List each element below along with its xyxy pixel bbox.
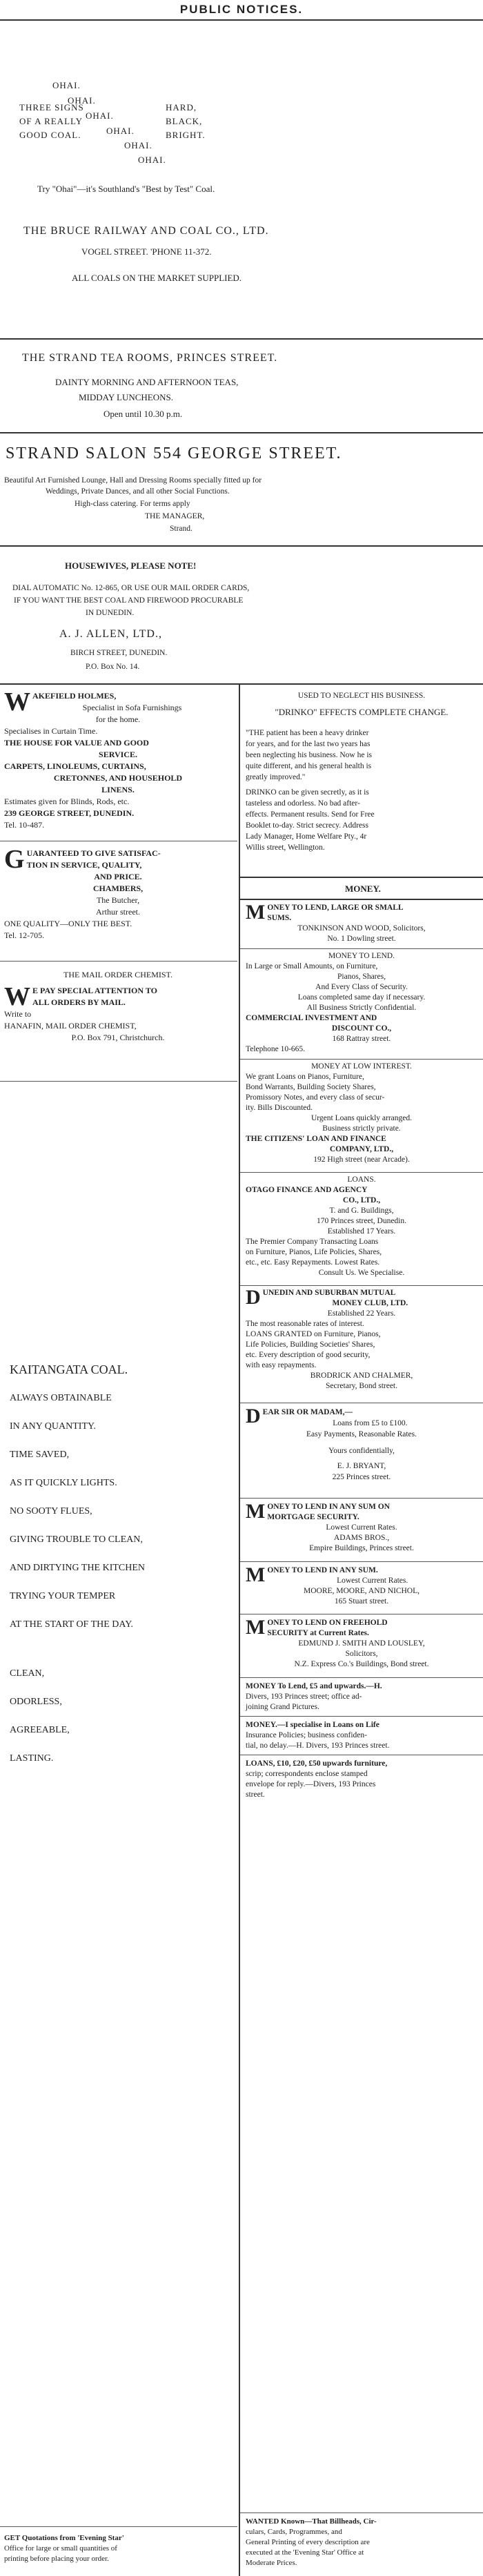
ad-line: tasteless and odorless. No bad after- [246,799,360,808]
ad-line: Booklet to-day. Strict secrecy. Address [246,821,368,830]
drop-cap: G [4,845,25,874]
strand-salon-line: High-class catering. For terms apply [75,500,190,508]
ad-line: LINENS. [101,785,135,794]
ad-line: COMMERCIAL INVESTMENT AND [246,1014,377,1022]
ad-line: Lowest Current Rates. [326,1523,397,1532]
housewives-line: IF YOU WANT THE BEST COAL AND FIREWOOD PROCURABLE [14,596,244,605]
kaitangata-advert [10,1356,230,1773]
ad-line: THE CITIZENS' LOAN AND FINANCE [246,1135,386,1143]
divider [240,1677,483,1678]
ad-line: Tel. 12-705. [4,930,45,940]
dunedin-suburban-advert [246,1288,477,1392]
ad-line: EDMUND J. SMITH AND LOUSLEY, [298,1639,425,1648]
ad-line: Solicitors, [345,1650,378,1658]
drop-cap: M [246,1616,266,1639]
divider [0,961,237,962]
tonkinson-advert [246,903,477,944]
ad-line: The Butcher, [96,895,140,905]
divider [0,432,483,433]
ad-line: joining Grand Pictures. [246,1703,319,1711]
ad-line: Yours confidentially, [328,1447,395,1455]
ad-line: ADAMS BROS., [333,1534,390,1542]
divers-advert [246,1681,477,1713]
drop-cap: D [246,1405,261,1427]
ad-line: Bond Warrants, Building Society Shares, [246,1083,376,1091]
ad-line: COMPANY, LTD., [329,1145,394,1153]
strand-tea-hours: Open until 10.30 p.m. [103,409,183,419]
ad-line: Moderate Prices. [246,2559,297,2567]
ad-line: Arthur street. [96,907,140,917]
strand-salon-signature: THE MANAGER, [145,512,205,520]
divers-advert [246,1759,477,1800]
ohai-right-line: HARD, [166,102,197,113]
ad-line: printing before placing your order. [4,2555,109,2563]
divider [240,948,483,949]
ohai-word: OHAI. [86,110,114,121]
mail-order-chemist-advert [4,969,232,1044]
ad-line: envelope for reply.—Divers, 193 Princes [246,1780,376,1788]
drop-cap: M [246,1500,266,1523]
ad-line: quite different, and his general health is [246,762,372,770]
ad-line: LASTING. [10,1753,54,1764]
money-heading: MONEY. [345,884,381,894]
ad-line: OTAGO FINANCE AND AGENCY [246,1186,368,1194]
ad-line: Specialist in Sofa Furnishings [82,703,182,712]
ad-line: Tel. 10-487. [4,820,45,830]
allen-street: BIRCH STREET, DUNEDIN. [70,649,168,657]
ohai-left-line: THREE SIGNS [19,102,84,113]
allen-box: P.O. Box No. 14. [86,663,140,671]
adams-advert [246,1502,477,1554]
ad-line: THE HOUSE FOR VALUE AND GOOD [4,738,149,748]
ad-line: etc., etc. Easy Repayments. Lowest Rates. [246,1258,380,1267]
chambers-advert [4,845,232,941]
ohai-right-line: BLACK, [166,116,203,126]
wakefield-advert [4,687,232,831]
ad-line: TRYING YOUR TEMPER [10,1591,116,1601]
bruce-coals: ALL COALS ON THE MARKET SUPPLIED. [72,273,242,283]
allen-firm-name: A. J. ALLEN, LTD., [59,628,162,640]
ad-line: Loans completed same day if necessary. [297,993,426,1002]
divider [240,1561,483,1562]
ad-line: TIME SAVED, [10,1450,70,1460]
ad-line: NO SOOTY FLUES, [10,1506,92,1516]
divider [240,1172,483,1173]
ad-line: greatly improved." [246,773,306,781]
commercial-investment-advert [246,951,477,1055]
section-header [0,0,483,21]
strand-tea-line: DAINTY MORNING AND AFTERNOON TEAS, [55,377,239,387]
drop-cap: M [246,901,266,924]
ad-line: In Large or Small Amounts, on Furniture, [246,962,378,970]
ad-line: CLEAN, [10,1668,45,1679]
ad-line: SERVICE. [99,750,137,759]
ad-line: 239 GEORGE STREET, DUNEDIN. [4,808,135,818]
ad-line: GET Quotations from 'Evening Star' [4,2534,124,2542]
ad-line: scrip; correspondents enclose stamped [246,1770,368,1778]
ad-line: AGREEABLE, [10,1725,70,1735]
ad-line: been neglecting his business. Now he is [246,751,373,759]
ad-line: TION IN SERVICE, QUALITY, [26,860,142,870]
divider [0,545,483,547]
ad-line: Easy Payments, Reasonable Rates. [306,1430,417,1438]
divers-advert [246,1720,477,1751]
divider [240,2512,483,2513]
ad-line: effects. Permanent results. Send for Free [246,810,375,819]
drop-cap: W [4,982,30,1011]
ad-line: Promissory Notes, and every class of secur- [246,1093,385,1102]
ohai-left-line: OF A REALLY [19,116,83,126]
ad-line: HANAFIN, MAIL ORDER CHEMIST, [4,1021,137,1031]
drop-cap: D [246,1286,261,1309]
ad-line: CO., LTD., [342,1196,381,1204]
strand-salon-line: Beautiful Art Furnished Lounge, Hall and Dressing Rooms specially fitted up for [4,476,262,485]
ad-line: ONEY TO LEND, LARGE OR SMALL [267,904,404,912]
ad-line: executed at the 'Evening Star' Office at [246,2548,364,2557]
ad-line: 192 High street (near Arcade). [313,1155,410,1164]
ad-line: UARANTEED TO GIVE SATISFAC- [26,848,161,858]
ad-line: with easy repayments. [246,1361,317,1369]
kaitangata-title: KAITANGATA COAL. [10,1363,128,1376]
ad-line: ALWAYS OBTAINABLE [10,1393,112,1403]
ad-line: CRETONNES, AND HOUSEHOLD [53,773,183,783]
ad-line: LOANS GRANTED on Furniture, Pianos, [246,1330,381,1338]
ad-line: General Printing of every description are [246,2538,370,2546]
ad-line: street. [246,1790,265,1799]
ad-line: on Furniture, Pianos, Life Policies, Shares, [246,1248,382,1256]
divider [240,1716,483,1717]
ad-line: for years, and for the last two years has [246,740,371,748]
ad-line: T. and G. Buildings, [329,1207,394,1215]
ad-line: CARPETS, LINOLEUMS, CURTAINS, [4,761,146,771]
ad-line: Life Policies, Building Societies' Shares, [246,1340,375,1349]
divider [240,1059,483,1060]
ad-line: ONEY TO LEND IN ANY SUM ON [267,1503,390,1511]
ad-line: LOANS, £10, £20, £50 upwards furniture, [246,1759,388,1768]
otago-finance-advert [246,1175,477,1278]
ad-line: AS IT QUICKLY LIGHTS. [10,1478,117,1488]
ad-line: AND PRICE. [94,872,142,881]
drop-cap: M [246,1563,266,1586]
citizens-loan-advert [246,1062,477,1165]
ad-line: And Every Class of Security. [315,983,408,991]
ad-line: We grant Loans on Pianos, Furniture, [246,1073,364,1081]
ad-line: TONKINSON AND WOOD, Solicitors, [297,924,426,933]
ad-line: 170 Princes street, Dunedin. [317,1217,406,1225]
ad-line: Insurance Policies; business confiden- [246,1731,367,1739]
housewives-title: HOUSEWIVES, PLEASE NOTE! [65,560,197,571]
ad-line: Established 17 Years. [327,1227,396,1236]
ad-line: MORTGAGE SECURITY. [267,1513,359,1521]
ad-line: Telephone 10-665. [246,1045,306,1053]
ad-line: ALL ORDERS BY MAIL. [32,997,126,1007]
ad-line: LOANS. [347,1175,376,1184]
ad-line: E PAY SPECIAL ATTENTION TO [32,986,157,995]
ad-line: ONEY TO LEND ON FREEHOLD [267,1619,388,1627]
column-divider [239,685,240,2576]
ad-line: Divers, 193 Princes street; office ad- [246,1692,362,1701]
strand-salon-title: STRAND SALON 554 GEORGE STREET. [6,445,342,462]
ad-line: Write to [4,1009,32,1019]
ohai-word: OHAI. [138,155,166,165]
ad-line: 225 Princes street. [332,1473,391,1481]
smith-advert [246,1618,477,1670]
ad-line: Office for large or small quantities of [4,2544,117,2553]
drinko-headline: "DRINKO" EFFECTS COMPLETE CHANGE. [275,707,448,717]
housewives-line: DIAL AUTOMATIC No. 12-865, OR USE OUR MAIL ORDER CARDS, [12,584,250,592]
divider [0,683,483,685]
divider [0,2526,237,2527]
ad-line: MONEY CLUB, LTD. [332,1299,408,1307]
ohai-left-line: GOOD COAL. [19,130,81,140]
ad-line: Empire Buildings, Princes street. [309,1544,414,1552]
ad-line: tial, no delay.—H. Divers, 193 Princes street. [246,1741,390,1750]
ad-line: SUMS. [267,914,292,922]
ad-line: Pianos, Shares, [337,973,386,981]
wakefield-name: AKEFIELD HOLMES, [32,691,117,701]
ad-line: 168 Rattray street. [332,1035,391,1043]
ad-line: E. J. BRYANT, [337,1462,386,1470]
ad-line: IN ANY QUANTITY. [10,1421,96,1432]
divider [240,877,483,878]
ad-line: ONE QUALITY—ONLY THE BEST. [4,919,132,928]
ohai-right-line: BRIGHT. [166,130,206,140]
ad-line: ODORLESS, [10,1697,62,1707]
bruce-address: VOGEL STREET. 'PHONE 11-372. [81,246,212,257]
ad-line: Lady Manager, Home Welfare Pty., 4r [246,832,367,841]
ad-line: Established 22 Years. [327,1309,396,1318]
ad-line: etc. Every description of good security, [246,1351,371,1359]
ad-line: AND DIRTYING THE KITCHEN [10,1563,146,1573]
ad-line: Specialises in Curtain Time. [4,726,98,736]
drinko-advert [246,690,477,853]
ad-line: Loans from £5 to £100. [333,1419,408,1427]
strand-tea-line: MIDDAY LUNCHEONS. [79,392,173,402]
bruce-company-name: THE BRUCE RAILWAY AND COAL CO., LTD. [23,225,269,237]
ad-line: AT THE START OF THE DAY. [10,1619,134,1630]
bryant-advert [246,1407,477,1483]
divider [240,899,483,900]
ad-line: Lowest Current Rates. [337,1577,408,1585]
ad-line: SECURITY at Current Rates. [267,1629,369,1637]
ad-line: Estimates given for Blinds, Rods, etc. [4,797,130,806]
ad-title: USED TO NEGLECT HIS BUSINESS. [297,692,426,700]
housewives-line: IN DUNEDIN. [86,609,135,617]
ad-line: BRODRICK AND CHALMER, [310,1372,413,1380]
ad-line: 165 Stuart street. [334,1597,389,1606]
divider [0,1081,237,1082]
ohai-word: OHAI. [106,126,135,136]
ad-line: Business strictly private. [322,1124,401,1133]
ad-line: Urgent Loans quickly arranged. [310,1114,413,1122]
ohai-word: OHAI. [68,95,96,106]
ad-line: No. 1 Dowling street. [327,935,396,943]
divider [0,338,483,340]
ad-line: DISCOUNT CO., [331,1024,392,1033]
ad-line: Willis street, Wellington. [246,843,325,852]
ad-line: "THE patient has been a heavy drinker [246,729,369,737]
ad-line: P.O. Box 791, Christchurch. [71,1033,165,1042]
wanted-printing-advert [246,2517,477,2568]
ohai-word: OHAI. [124,140,152,150]
ad-line: MONEY TO LEND. [328,952,395,960]
ohai-word: OHAI. [52,80,81,90]
ad-title: THE MAIL ORDER CHEMIST. [63,970,172,979]
chambers-name: CHAMBERS, [92,884,144,893]
ad-line: MOORE, MOORE, AND NICHOL, [303,1587,420,1595]
moore-advert [246,1565,477,1607]
ad-line: All Business Strictly Confidential. [306,1004,417,1012]
ohai-slogan: Try "Ohai"—it's Southland's "Best by Test" Coal. [37,184,215,194]
star-printing-advert [4,2533,235,2564]
ad-line: WANTED Known—That Billheads, Cir- [246,2517,377,2526]
drop-cap: W [4,687,30,716]
ad-line: GIVING TROUBLE TO CLEAN, [10,1534,143,1545]
ad-line: The most reasonable rates of interest. [246,1320,364,1328]
ad-line: culars, Cards, Programmes, and [246,2528,342,2536]
ad-line: N.Z. Express Co.'s Buildings, Bond street. [294,1660,429,1668]
ad-line: for the home. [95,714,141,724]
ad-line: The Premier Company Transacting Loans [246,1238,379,1246]
ad-line: MONEY To Lend, £5 and upwards.—H. [246,1682,382,1690]
ad-line: ity. Bills Discounted. [246,1104,313,1112]
divider [240,1285,483,1286]
ad-line: MONEY.—I specialise in Loans on Life [246,1721,379,1729]
ad-line: DRINKO can be given secretly, as it is [246,788,369,797]
divider [240,1498,483,1499]
ad-line: UNEDIN AND SUBURBAN MUTUAL [262,1289,396,1297]
ad-line: Consult Us. We Specialise. [318,1269,405,1277]
strand-salon-line: Weddings, Private Dances, and all other Social Functions. [46,487,230,496]
strand-tea-title: THE STRAND TEA ROOMS, PRINCES STREET. [22,352,278,364]
strand-salon-signature: Strand. [170,525,193,533]
ad-line: Secretary, Bond street. [326,1382,397,1390]
ad-line: EAR SIR OR MADAM,— [262,1408,353,1416]
section-title: PUBLIC NOTICES. [179,3,304,16]
ad-line: MONEY AT LOW INTEREST. [311,1062,412,1071]
ad-line: ONEY TO LEND IN ANY SUM. [267,1566,378,1574]
